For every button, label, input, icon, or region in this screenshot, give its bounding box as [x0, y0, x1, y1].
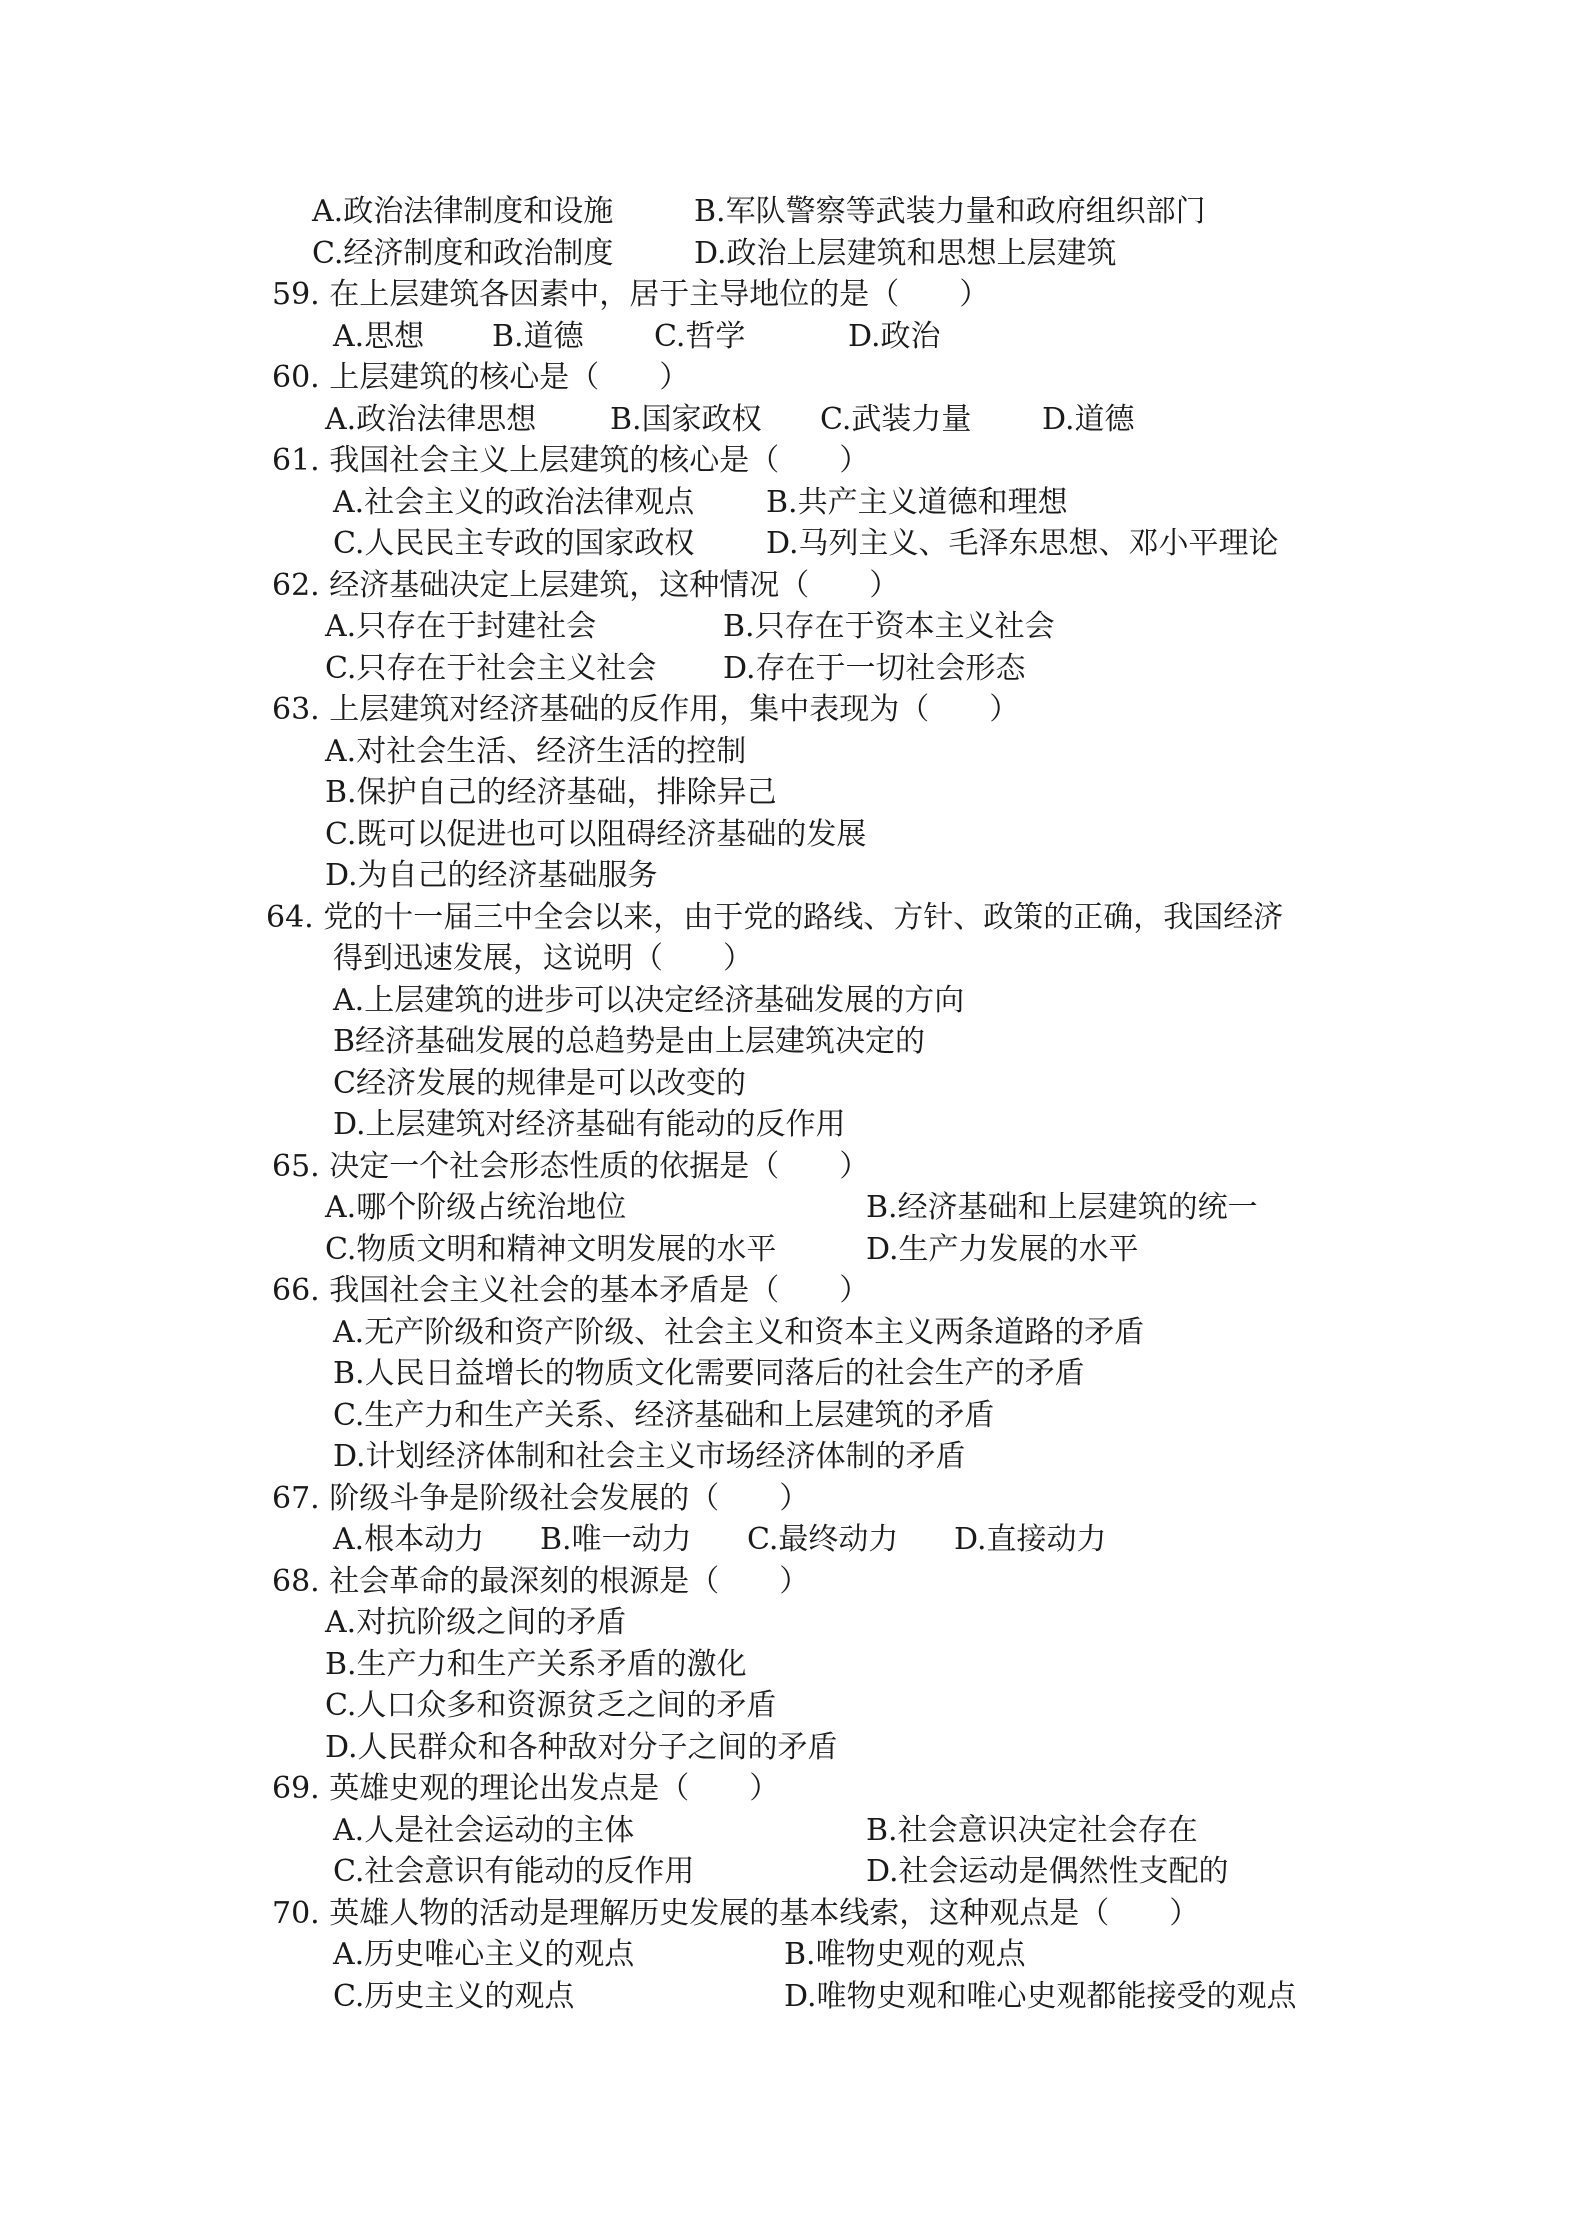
question-text: 64. 党的十一届三中全会以来，由于党的路线、方针、政策的正确，我国经济	[266, 900, 1284, 935]
option-text: C.物质文明和精神文明发展的水平	[325, 1232, 777, 1267]
question-text: 59. 在上层建筑各因素中，居于主导地位的是（ ）	[272, 277, 990, 312]
option-text: C.生产力和生产关系、经济基础和上层建筑的矛盾	[333, 1398, 995, 1433]
option-text: B.唯物史观的观点	[784, 1937, 1026, 1972]
option-text: A.哪个阶级占统治地位	[325, 1190, 627, 1225]
question-text: 61. 我国社会主义上层建筑的核心是（ ）	[272, 443, 870, 478]
option-text: D.为自己的经济基础服务	[325, 858, 658, 893]
option-text: B.人民日益增长的物质文化需要同落后的社会生产的矛盾	[333, 1356, 1085, 1391]
option-text: B.共产主义道德和理想	[766, 485, 1068, 520]
option-text: D.人民群众和各种敌对分子之间的矛盾	[325, 1730, 838, 1765]
option-text: B.道德	[492, 319, 584, 354]
option-text: D.唯物史观和唯心史观都能接受的观点	[784, 1979, 1297, 2014]
option-text: D.生产力发展的水平	[866, 1232, 1139, 1267]
question-text: 得到迅速发展，这说明（ ）	[333, 941, 753, 976]
option-text: B经济基础发展的总趋势是由上层建筑决定的	[333, 1024, 926, 1059]
option-text: C.历史主义的观点	[333, 1979, 575, 2014]
option-text: C.经济制度和政治制度	[312, 236, 614, 271]
option-text: B.社会意识决定社会存在	[866, 1813, 1198, 1848]
option-text: C.只存在于社会主义社会	[325, 651, 657, 686]
option-text: A.社会主义的政治法律观点	[333, 485, 695, 520]
option-text: A.思想	[333, 319, 425, 354]
option-text: B.经济基础和上层建筑的统一	[866, 1190, 1258, 1225]
option-text: C.武装力量	[820, 402, 972, 437]
question-text: 68. 社会革命的最深刻的根源是（ ）	[272, 1564, 810, 1599]
question-text: 69. 英雄史观的理论出发点是（ ）	[272, 1771, 780, 1806]
option-text: D.政治	[848, 319, 941, 354]
option-text: D.存在于一切社会形态	[723, 651, 1026, 686]
option-text: D.社会运动是偶然性支配的	[866, 1854, 1229, 1889]
option-text: B.只存在于资本主义社会	[723, 609, 1055, 644]
option-text: C.哲学	[654, 319, 746, 354]
option-text: A.对抗阶级之间的矛盾	[325, 1605, 627, 1640]
option-text: A.历史唯心主义的观点	[333, 1937, 635, 1972]
option-text: D.马列主义、毛泽东思想、邓小平理论	[766, 526, 1279, 561]
option-text: A.政治法律思想	[325, 402, 537, 437]
question-text: 62. 经济基础决定上层建筑，这种情况（ ）	[272, 568, 900, 603]
option-text: A.根本动力	[333, 1522, 485, 1557]
option-text: C.最终动力	[747, 1522, 899, 1557]
option-text: A.无产阶级和资产阶级、社会主义和资本主义两条道路的矛盾	[333, 1315, 1145, 1350]
question-text: 70. 英雄人物的活动是理解历史发展的基本线索，这种观点是（ ）	[272, 1896, 1200, 1931]
option-text: D.道德	[1042, 402, 1135, 437]
question-text: 65. 决定一个社会形态性质的依据是（ ）	[272, 1149, 870, 1184]
option-text: B.国家政权	[610, 402, 762, 437]
option-text: B.生产力和生产关系矛盾的激化	[325, 1647, 747, 1682]
question-text: 67. 阶级斗争是阶级社会发展的（ ）	[272, 1481, 810, 1516]
option-text: D.政治上层建筑和思想上层建筑	[694, 236, 1117, 271]
option-text: C.社会意识有能动的反作用	[333, 1854, 695, 1889]
option-text: D.直接动力	[954, 1522, 1107, 1557]
option-text: D.计划经济体制和社会主义市场经济体制的矛盾	[333, 1439, 966, 1474]
option-text: A.只存在于封建社会	[325, 609, 597, 644]
option-text: B.军队警察等武装力量和政府组织部门	[694, 194, 1206, 229]
option-text: A.政治法律制度和设施	[312, 194, 614, 229]
option-text: C经济发展的规律是可以改变的	[333, 1066, 746, 1101]
option-text: D.上层建筑对经济基础有能动的反作用	[333, 1107, 846, 1142]
option-text: C.人民民主专政的国家政权	[333, 526, 695, 561]
option-text: B.唯一动力	[540, 1522, 692, 1557]
option-text: C.人口众多和资源贫乏之间的矛盾	[325, 1688, 777, 1723]
option-text: A.上层建筑的进步可以决定经济基础发展的方向	[333, 983, 965, 1018]
question-text: 60. 上层建筑的核心是（ ）	[272, 360, 690, 395]
option-text: A.对社会生活、经济生活的控制	[325, 734, 747, 769]
option-text: B.保护自己的经济基础，排除异己	[325, 775, 777, 810]
question-text: 63. 上层建筑对经济基础的反作用，集中表现为（ ）	[272, 692, 1020, 727]
option-text: C.既可以促进也可以阻碍经济基础的发展	[325, 817, 867, 852]
option-text: A.人是社会运动的主体	[333, 1813, 635, 1848]
question-text: 66. 我国社会主义社会的基本矛盾是（ ）	[272, 1273, 870, 1308]
